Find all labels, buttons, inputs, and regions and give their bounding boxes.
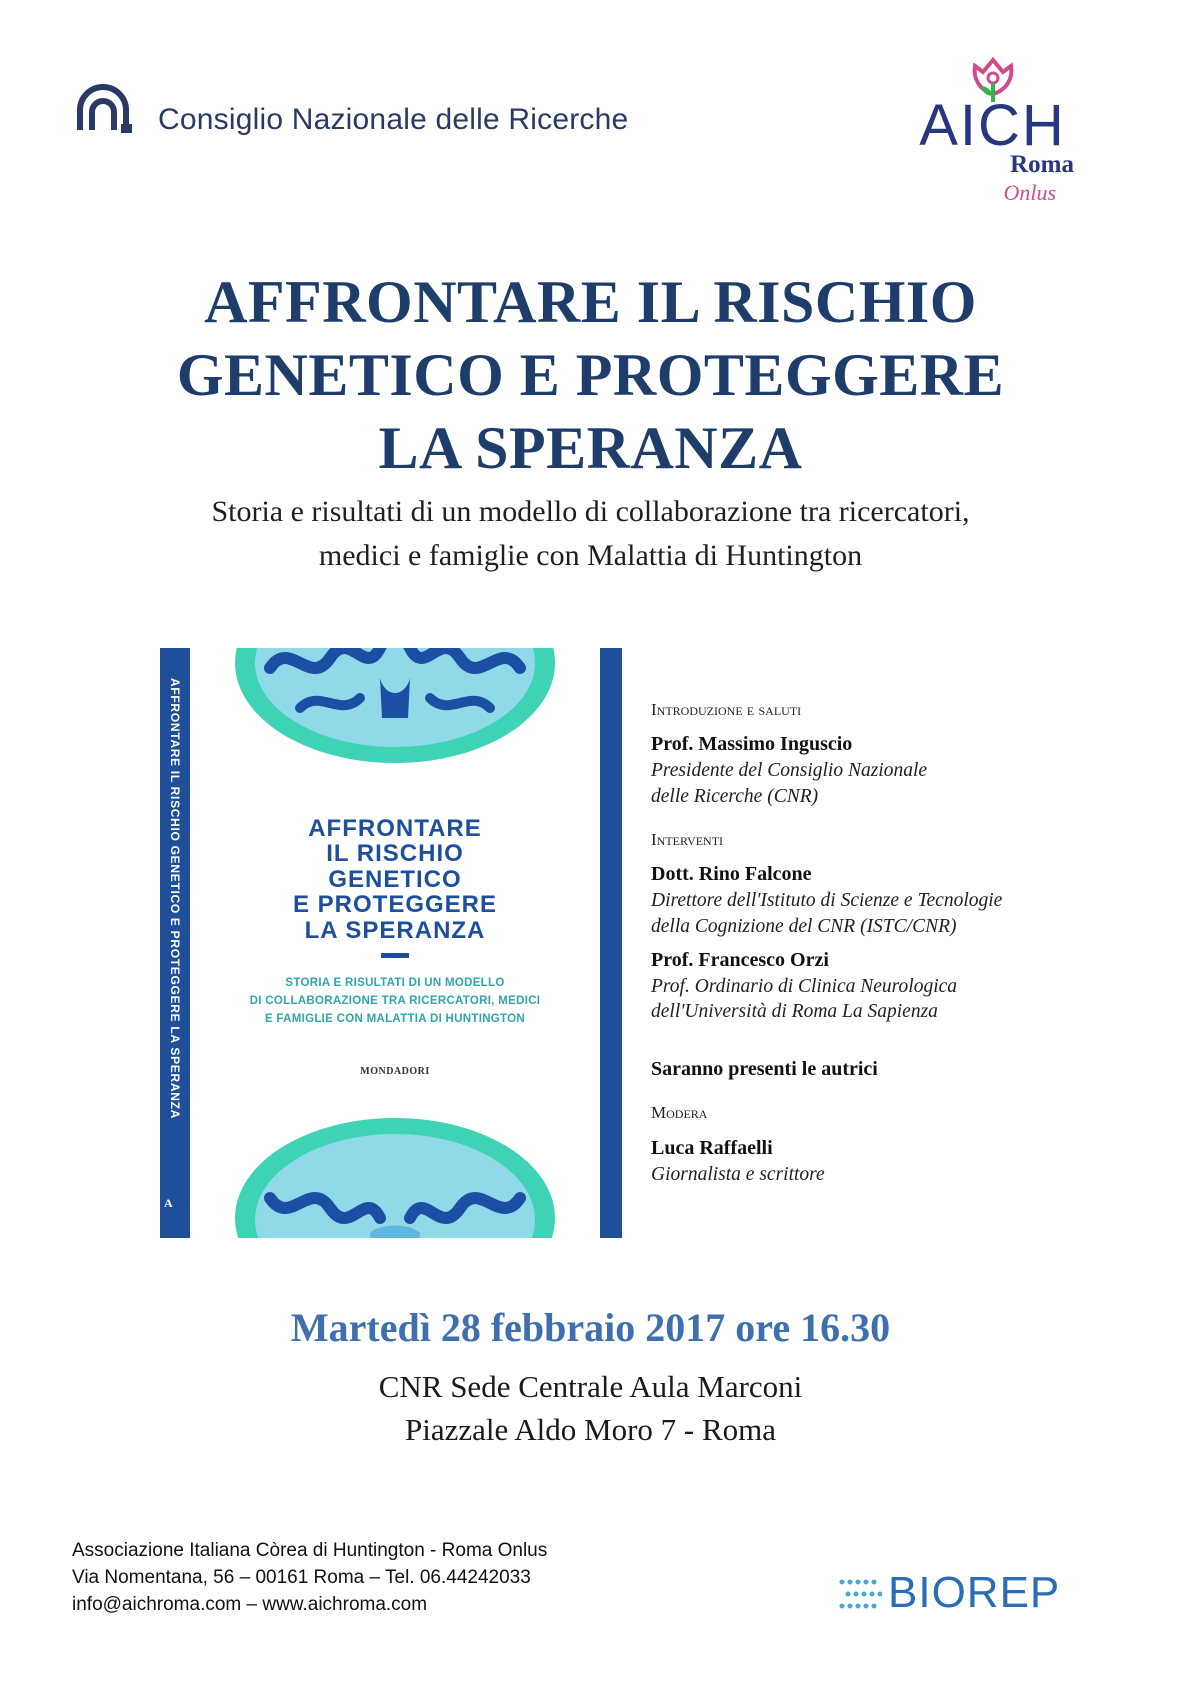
book-subtitle-line: STORIA E RISULTATI DI UN MODELLO: [285, 977, 505, 989]
publisher-mark: A: [164, 1196, 173, 1210]
speaker-name: Prof. Massimo Inguscio: [651, 733, 853, 756]
title-line-1: AFFRONTARE IL RISCHIO: [204, 269, 977, 335]
speaker-role: dell'Università di Roma La Sapienza: [651, 1001, 938, 1023]
speaker-name: Dott. Rino Falcone: [651, 863, 812, 886]
footer-contacts: [72, 1538, 547, 1619]
moderator-label: Modera: [651, 1103, 708, 1123]
brain-scan-icon: [230, 1108, 560, 1238]
cnr-name: Consiglio Nazionale delle Ricerche: [158, 103, 629, 136]
intro-label: Introduzione e saluti: [651, 700, 802, 719]
book-title-line: IL RISCHIO: [326, 840, 464, 868]
subtitle-line-2: medici e famiglie con Malattia di Huntington: [318, 538, 863, 572]
talks-label: Interventi: [651, 829, 724, 849]
speaker-role: delle Ricerche (CNR): [651, 786, 819, 808]
brain-scan-icon: [230, 648, 560, 768]
book-title-line: E PROTEGGERE: [292, 891, 498, 919]
footer-line-3: info@aichroma.com – www.aichroma.com: [72, 1593, 428, 1615]
program: [651, 700, 1111, 1187]
title-line-3: LA SPERANZA: [378, 415, 803, 482]
page-subtitle: [40, 490, 1141, 577]
book-subtitle-line: DI COLLABORAZIONE TRA RICERCATORI, MEDICI: [249, 994, 541, 1007]
book-subtitle: [190, 975, 600, 1028]
book-front: [190, 648, 600, 1238]
book-title-line: LA SPERANZA: [304, 916, 486, 944]
aich-logo: [905, 56, 1080, 206]
cnr-logo-icon: [72, 80, 134, 138]
venue-line-1: CNR Sede Centrale Aula Marconi: [378, 1369, 803, 1404]
book-subtitle-line: E FAMIGLIE CON MALATTIA DI HUNTINGTON: [264, 1012, 526, 1025]
book-title-line: GENETICO: [328, 865, 462, 893]
biorep-logo: [838, 1568, 1088, 1618]
moderator-name: Luca Raffaelli: [651, 1136, 773, 1159]
subtitle-line-1: Storia e risultati di un modello di collaborazione tra ricercatori,: [211, 495, 970, 528]
event-venue: [40, 1366, 1141, 1452]
speaker-name: Prof. Francesco Orzi: [651, 948, 829, 971]
aich-city: Roma: [1010, 151, 1074, 178]
book-cover: [160, 648, 622, 1238]
aich-suffix: Onlus: [1003, 180, 1056, 205]
moderator-role: Giornalista e scrittore: [651, 1163, 825, 1185]
speaker-role: Presidente del Consiglio Nazionale: [651, 760, 928, 782]
aich-letters: AICH: [919, 93, 1066, 158]
speaker-role: Direttore dell'Istituto di Scienze e Tecnologie: [651, 890, 1003, 912]
book-title: [190, 816, 600, 943]
book-publisher: MONDADORI: [360, 1066, 430, 1077]
book-title-line: AFFRONTARE: [308, 815, 482, 842]
event-date: Martedì 28 febbraio 2017 ore 16.30: [290, 1305, 891, 1350]
title-line-2: GENETICO E PROTEGGERE: [176, 342, 1005, 409]
biorep-text: BIOREP: [888, 1568, 1061, 1617]
speaker-role: Prof. Ordinario di Clinica Neurologica: [651, 975, 958, 997]
authors-note: Saranno presenti le autrici: [651, 1058, 878, 1081]
footer-line-1: Associazione Italiana Còrea di Huntington - Roma Onlus: [72, 1540, 548, 1561]
page-title: [40, 266, 1141, 486]
book-spine-text: AFFRONTARE IL RISCHIO GENETICO E PROTEGGERE LA SPERANZA: [168, 678, 182, 1119]
footer-line-2: Via Nomentana, 56 – 00161 Roma – Tel. 06.44242033: [72, 1566, 531, 1588]
speaker-role: della Cognizione del CNR (ISTC/CNR): [651, 915, 957, 937]
book-spine: [160, 648, 190, 1238]
venue-line-2: Piazzale Aldo Moro 7 - Roma: [404, 1411, 777, 1447]
biorep-dots-icon: [838, 1576, 882, 1612]
book-divider: [381, 953, 409, 958]
